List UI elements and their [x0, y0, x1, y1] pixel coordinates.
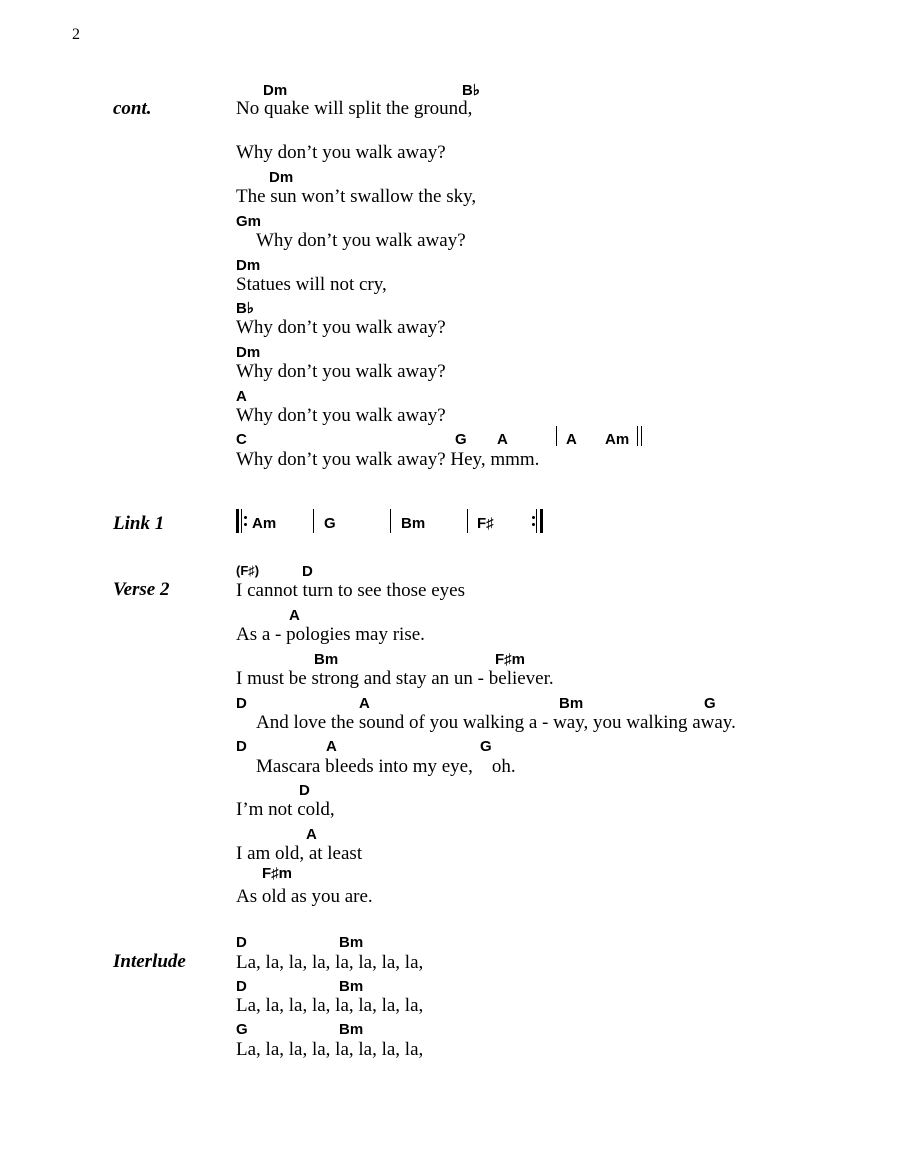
chord: Bm — [339, 934, 364, 951]
lyric-line: I am old, at least — [236, 843, 363, 864]
final-barline — [637, 426, 645, 446]
lyric-line: Why don’t you walk away? — [236, 317, 446, 338]
section-label-cont: cont. — [113, 98, 152, 119]
chord: A — [289, 607, 300, 624]
lyric-line: I cannot turn to see those eyes — [236, 580, 465, 601]
barline — [313, 509, 314, 533]
lyric-line: La, la, la, la, la, la, la, la, — [236, 952, 424, 973]
chord: Bm — [314, 651, 339, 668]
chord: (F♯) — [236, 563, 260, 578]
lyric-line: And love the sound of you walking a - way, you walking away. — [256, 712, 736, 733]
barline — [467, 509, 468, 533]
barline — [390, 509, 391, 533]
lyric-line: La, la, la, la, la, la, la, la, — [236, 995, 424, 1016]
chord: F♯m — [262, 865, 292, 882]
chord: D — [236, 934, 247, 951]
chord: G — [324, 515, 336, 532]
barline — [556, 426, 557, 446]
lyric-line: As old as you are. — [236, 886, 373, 907]
chord: B♭ — [236, 300, 254, 317]
lyric-line: Why don’t you walk away? — [236, 361, 446, 382]
chord: Gm — [236, 213, 262, 230]
lyric-line: The sun won’t swallow the sky, — [236, 186, 477, 207]
chord: D — [236, 738, 247, 755]
lyric-line: As a - pologies may rise. — [236, 624, 425, 645]
chord: A — [566, 431, 577, 448]
lyric-line: I must be strong and stay an un - believer. — [236, 668, 554, 689]
chord: D — [302, 563, 313, 580]
chord: A — [326, 738, 337, 755]
lyric-line: Mascara bleeds into my eye, oh. — [256, 756, 516, 777]
chord: Dm — [263, 82, 288, 99]
lyric-line: Why don’t you walk away? — [236, 142, 446, 163]
chord: Dm — [236, 257, 261, 274]
chord: Am — [605, 431, 630, 448]
chord: Dm — [236, 344, 261, 361]
section-label-verse-2: Verse 2 — [113, 579, 170, 600]
chord: D — [236, 695, 247, 712]
chord: D — [299, 782, 310, 799]
chord: Am — [252, 515, 277, 532]
lyric-line: Why don’t you walk away? Hey, mmm. — [236, 449, 540, 470]
page-number: 2 — [72, 26, 80, 43]
chord: Bm — [339, 978, 364, 995]
lyric-line: Why don’t you walk away? — [236, 405, 446, 426]
section-label-link-1: Link 1 — [113, 513, 165, 534]
chord: G — [455, 431, 467, 448]
chord: Bm — [339, 1021, 364, 1038]
chord: G — [704, 695, 716, 712]
repeat-start-sign — [236, 509, 248, 533]
chord: G — [236, 1021, 248, 1038]
chord: C — [236, 431, 247, 448]
lyric-line: I’m not cold, — [236, 799, 335, 820]
repeat-end-sign — [532, 509, 544, 533]
chord: G — [480, 738, 492, 755]
chord: Bm — [559, 695, 584, 712]
chord: A — [497, 431, 508, 448]
chord: Dm — [269, 169, 294, 186]
chord: A — [359, 695, 370, 712]
chord: F♯m — [495, 651, 525, 668]
chord: A — [306, 826, 317, 843]
lyric-line: La, la, la, la, la, la, la, la, — [236, 1039, 424, 1060]
chord: Bm — [401, 515, 426, 532]
chord: B♭ — [462, 82, 480, 99]
lyric-line: Why don’t you walk away? — [256, 230, 466, 251]
lyric-line: No quake will split the ground, — [236, 98, 473, 119]
chord: D — [236, 978, 247, 995]
chord: F♯ — [477, 515, 494, 532]
section-label-interlude: Interlude — [113, 951, 186, 972]
chord: A — [236, 388, 247, 405]
lyric-line: Statues will not cry, — [236, 274, 387, 295]
